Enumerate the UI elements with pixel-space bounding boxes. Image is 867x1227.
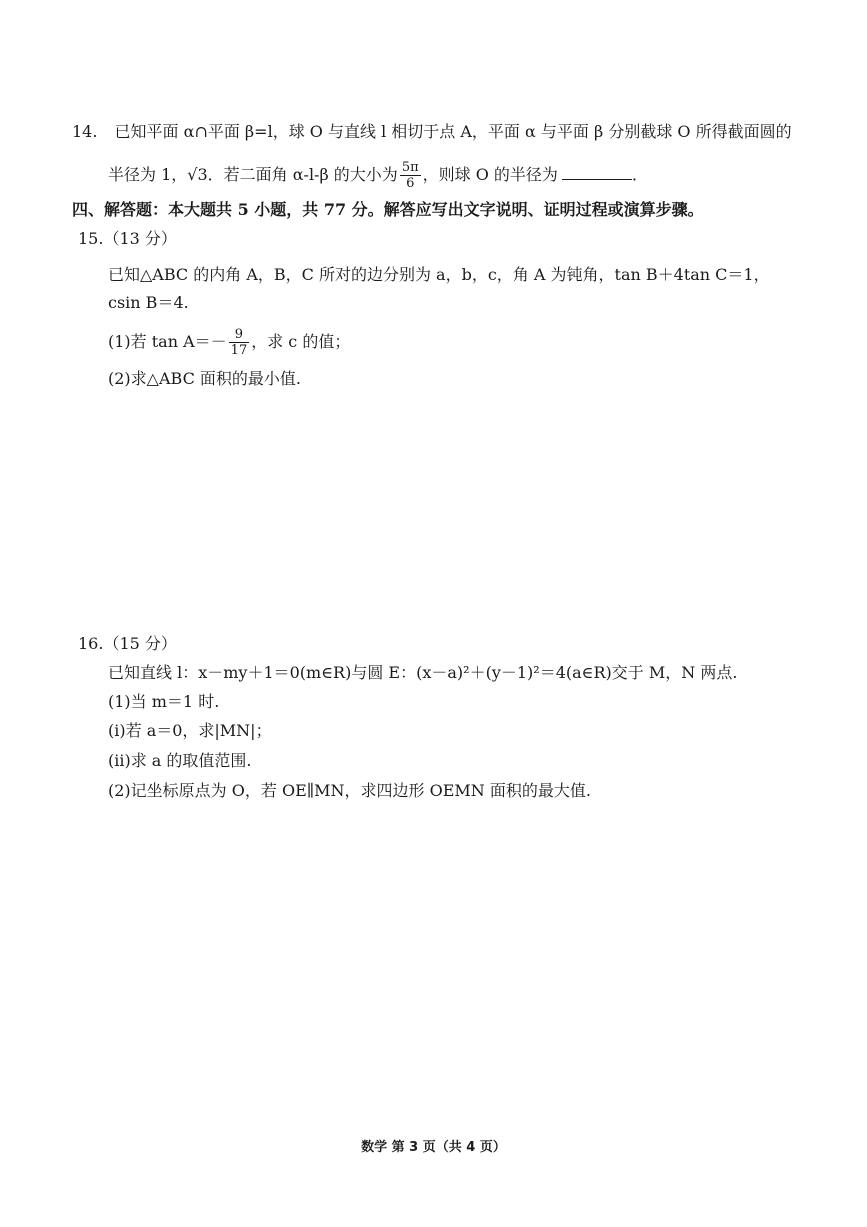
q14-text2c: ． (631, 165, 648, 184)
q14-answer-blank (562, 165, 632, 180)
q15-frac-den: 17 (230, 343, 248, 358)
section4-heading: 四、解答题：本大题共 5 小题，共 77 分。解答应写出文字说明、证明过程或演算步骤。 (72, 200, 704, 219)
q15-part2: (2)求△ABC 面积的最小值. (108, 369, 301, 388)
page-footer: 数学 第 3 页（共 4 页） (361, 1140, 506, 1155)
q15-frac-num: 9 (229, 327, 250, 343)
q15-line1: 已知△ABC 的内角 A，B，C 所对的边分别为 a，b，c，角 A 为钝角，tan B＋4tan C＝1， (108, 265, 770, 284)
q14-fraction (400, 160, 421, 191)
q15-part1-text-b: ，求 c 的值； (251, 332, 351, 351)
q14-frac-den: 6 (406, 176, 415, 191)
q15-part1-text-a: (1)若 tan A＝－ (108, 332, 227, 351)
q15-line2: csin B＝4. (108, 293, 189, 312)
q15-header: 15.（13 分） (78, 229, 177, 248)
q16-part2: (2)记坐标原点为 O，若 OE∥MN，求四边形 OEMN 面积的最大值. (108, 781, 591, 800)
q16-line1: 已知直线 l：x－my＋1＝0(m∈R)与圆 E：(x－a)²＋(y－1)²＝4(a∈R)交于 M，N 两点. (108, 663, 738, 682)
q14-text2b: ，则球 O 的半径为 (422, 165, 558, 184)
q16-header: 16.（15 分） (78, 634, 177, 653)
q14-text1: 已知平面 α∩平面 β=l，球 O 与直线 l 相切于点 A，平面 α 与平面 β 分别截球 O 所得截面圆的 (114, 122, 792, 141)
q14-line2 (108, 160, 648, 191)
q15-part1 (108, 327, 350, 358)
q16-part1-ii: (ⅱ)求 a 的取值范围. (108, 751, 252, 770)
q14-frac-num: 5π (401, 160, 419, 175)
q14-text2a: 半径为 1，√3．若二面角 α-l-β 的大小为 (108, 165, 398, 184)
q15-fraction (229, 327, 250, 358)
q14-line1 (72, 121, 792, 143)
q16-part1-i: (ⅰ)若 a＝0，求|MN|； (108, 721, 272, 740)
q14-number: 14. (72, 122, 98, 141)
q16-part1: (1)当 m＝1 时. (108, 692, 220, 711)
